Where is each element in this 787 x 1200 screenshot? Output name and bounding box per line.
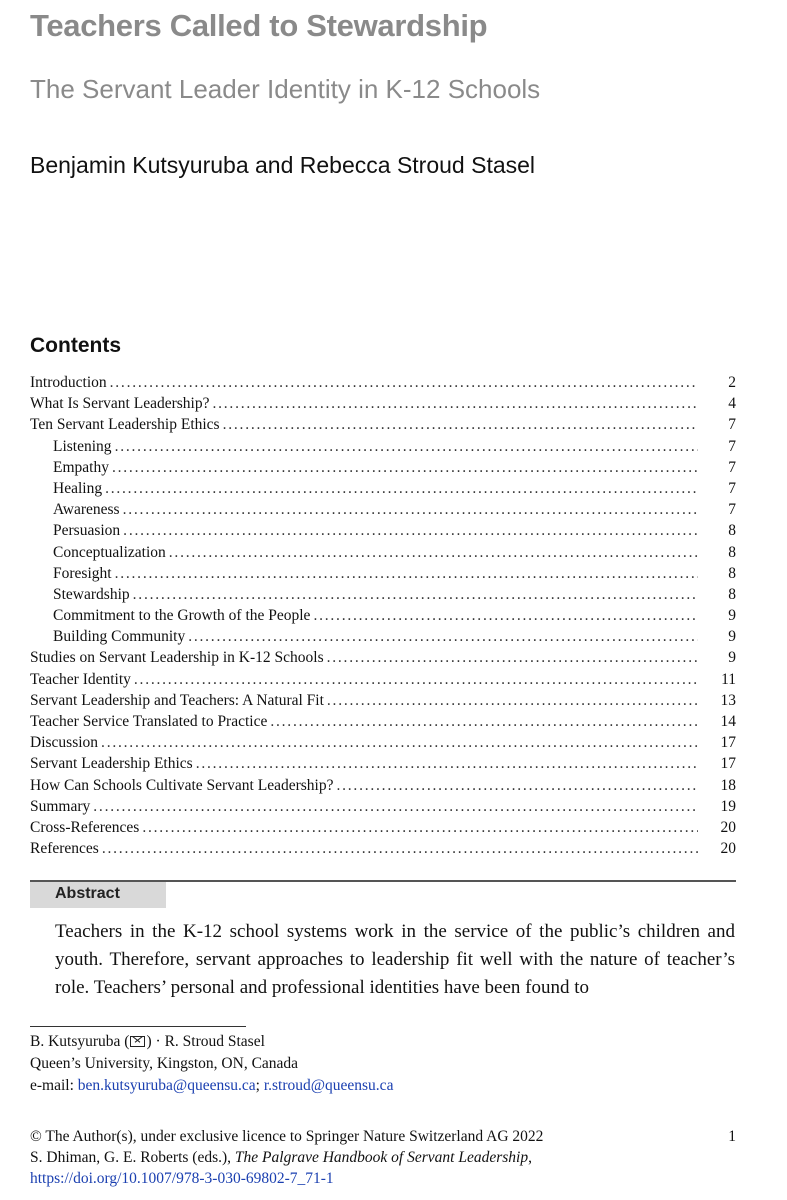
toc-entry-label: Persuasion [53,522,121,540]
toc-entry-page: 8 [728,522,736,540]
toc-entry-page: 8 [728,543,736,561]
toc-entry[interactable] [30,457,736,478]
toc-dot-leader [105,478,698,499]
footnote-authors-line: B. Kutsyuruba ( ) · R. Stroud Stasel [30,1033,265,1050]
toc-entry[interactable] [30,817,736,838]
toc-entry-page: 11 [721,670,736,688]
toc-dot-leader [313,605,698,626]
toc-entry-label: What Is Servant Leadership? [30,395,210,413]
toc-entry-label: Introduction [30,374,107,391]
toc-dot-leader [123,499,698,520]
toc-dot-leader [142,817,698,838]
toc-entry-page: 8 [728,585,736,603]
chapter-authors: Benjamin Kutsyuruba and Rebecca Stroud Stasel [30,152,536,178]
toc-entry-label: Servant Leadership and Teachers: A Natural Fit [30,691,324,709]
toc-entry-page: 7 [728,501,736,519]
toc-dot-leader [223,414,698,435]
toc-entry-page: 8 [728,564,736,582]
footnote-separator: · [155,1033,161,1050]
toc-entry[interactable] [30,563,736,584]
toc-dot-leader [110,372,698,393]
doi-link[interactable]: https://doi.org/10.1007/978-3-030-69802-7_71-1 [30,1170,334,1187]
toc-entry-page: 9 [728,628,736,646]
toc-entry-page: 20 [720,818,736,836]
toc-entry[interactable] [30,542,736,563]
toc-entry-page: 17 [720,755,736,773]
toc-entry-label: Summary [30,797,91,815]
toc-entry[interactable] [30,775,736,796]
toc-entry-page: 4 [728,395,736,413]
citation-line [30,1147,736,1168]
toc-entry-page: 19 [720,797,736,815]
toc-entry-label: Listening [53,437,112,455]
toc-dot-leader [112,457,698,478]
toc-entry-label: Commitment to the Growth of the People [53,607,311,625]
toc-entry[interactable] [30,584,736,605]
toc-entry-page: 18 [720,776,736,794]
toc-dot-leader [327,647,698,668]
toc-dot-leader [101,732,698,753]
table-of-contents [30,372,736,859]
toc-dot-leader [115,436,698,457]
toc-entry-label: Foresight [53,564,112,582]
toc-dot-leader [327,690,698,711]
toc-entry-label: Cross-References [30,818,140,836]
book-editors: S. Dhiman, G. E. Roberts (eds.), [30,1149,232,1166]
toc-entry-label: Conceptualization [53,543,166,561]
toc-entry[interactable] [30,499,736,520]
toc-entry[interactable] [30,436,736,457]
toc-entry[interactable] [30,753,736,774]
toc-entry-page: 13 [720,691,736,709]
chapter-title: Teachers Called to Stewardship [30,8,488,43]
toc-entry-label: References [30,840,99,858]
toc-entry[interactable] [30,690,736,711]
toc-entry-page: 9 [728,607,736,625]
footnote-divider [30,1026,246,1027]
toc-entry-label: Studies on Servant Leadership in K-12 Schools [30,649,324,667]
contents-heading: Contents [30,334,121,357]
toc-entry[interactable] [30,520,736,541]
toc-entry-page: 7 [728,479,736,497]
toc-entry-page: 2 [728,374,736,391]
toc-entry-label: Healing [53,479,103,497]
toc-entry-label: Teacher Identity [30,670,131,688]
page-number: 1 [728,1128,736,1145]
toc-entry[interactable] [30,605,736,626]
toc-entry[interactable] [30,796,736,817]
copyright-text: © The Author(s), under exclusive licence to Springer Nature Switzerland AG 2022 [30,1128,544,1145]
abstract-label: Abstract [55,885,120,902]
toc-entry-page: 7 [728,416,736,434]
toc-entry-page: 7 [728,458,736,476]
toc-dot-leader [270,711,698,732]
toc-entry-label: Building Community [53,628,186,646]
email-link-kutsyuruba[interactable]: ben.kutsyuruba@queensu.ca [77,1077,256,1094]
toc-dot-leader [133,584,698,605]
toc-dot-leader [169,542,698,563]
toc-dot-leader [196,753,698,774]
envelope-icon [130,1036,145,1047]
email-link-stroud[interactable]: r.stroud@queensu.ca [263,1077,394,1094]
toc-entry[interactable] [30,647,736,668]
toc-entry[interactable] [30,478,736,499]
toc-dot-leader [93,796,698,817]
toc-entry[interactable] [30,711,736,732]
toc-entry[interactable] [30,626,736,647]
toc-entry-label: How Can Schools Cultivate Servant Leadership? [30,776,334,794]
footnote-author-second: R. Stroud Stasel [164,1033,265,1050]
footnote-affiliation: Queen’s University, Kingston, ON, Canada [30,1055,299,1072]
toc-dot-leader [212,393,698,414]
email-separator: ; [255,1077,260,1094]
toc-dot-leader [134,669,698,690]
toc-entry[interactable] [30,393,736,414]
toc-entry-label: Discussion [30,734,99,752]
toc-entry-page: 7 [728,437,736,455]
toc-dot-leader [123,520,698,541]
toc-dot-leader [336,775,698,796]
toc-entry-label: Awareness [53,501,120,519]
chapter-subtitle: The Servant Leader Identity in K-12 Schools [30,74,541,104]
copyright-block [30,1126,736,1189]
toc-entry[interactable] [30,372,736,393]
footnote-email-line [30,1075,393,1097]
email-label: e-mail: [30,1077,74,1094]
toc-entry[interactable] [30,732,736,753]
toc-entry-label: Stewardship [53,585,130,603]
toc-dot-leader [102,838,698,859]
toc-entry-label: Ten Servant Leadership Ethics [30,416,220,434]
toc-entry-label: Servant Leadership Ethics [30,755,193,773]
author-footnote [30,1031,393,1097]
toc-entry-page: 17 [720,734,736,752]
toc-entry[interactable] [30,414,736,435]
toc-entry-page: 14 [720,713,736,730]
doi-line [30,1168,736,1189]
toc-entry-label: Teacher Service Translated to Practice [30,713,268,730]
toc-entry-label: Empathy [53,458,109,476]
toc-entry[interactable] [30,838,736,859]
abstract-label-box [30,882,166,908]
copyright-line [30,1126,736,1147]
abstract-text: Teachers in the K-12 school systems work in the service of the public’s children and youth. Therefore, servant approaches to leadership fit well with the nature of teacher’s role. Teachers’ personal and professional identities have been found to [55,921,735,998]
toc-entry-page: 9 [728,649,736,667]
toc-dot-leader [115,563,698,584]
toc-entry-page: 20 [720,840,736,858]
footnote-author-first: B. Kutsyuruba [30,1033,121,1050]
toc-entry[interactable] [30,669,736,690]
book-title-suffix: , [528,1149,532,1166]
toc-dot-leader [188,626,698,647]
book-title: The Palgrave Handbook of Servant Leadership [234,1149,529,1166]
